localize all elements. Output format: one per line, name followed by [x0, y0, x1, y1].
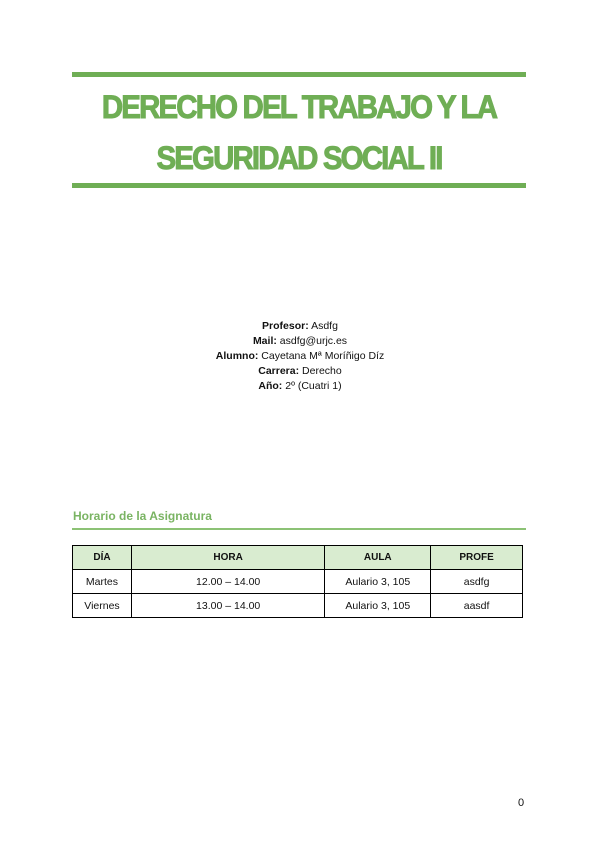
carrera-row [0, 364, 600, 379]
alumno-row [0, 349, 600, 364]
header-hora: HORA [131, 546, 324, 570]
page-number: 0 [518, 797, 525, 809]
cell-aula: Aulario 3, 105 [325, 570, 431, 594]
profesor-label: Profesor: [262, 320, 309, 332]
schedule-section-title: Horario de la Asignatura [73, 509, 212, 523]
mail-value: asdfg@urjc.es [279, 335, 348, 347]
cell-hora: 13.00 – 14.00 [131, 594, 324, 618]
carrera-value: Derecho [302, 365, 342, 377]
document-title [90, 82, 508, 184]
anio-label: Año: [258, 380, 283, 392]
schedule-table [72, 545, 523, 618]
mail-label: Mail: [252, 335, 277, 347]
anio-value: 2º (Cuatri 1) [285, 380, 342, 392]
cell-profe: aasdf [431, 594, 523, 618]
alumno-value: Cayetana Mª Moríñigo Díz [261, 350, 385, 362]
header-dia: DÍA [73, 546, 132, 570]
table-header-row [73, 546, 523, 570]
mail-row [0, 334, 600, 349]
cell-dia: Martes [73, 570, 132, 594]
schedule-section-rule [72, 528, 526, 530]
title-bottom-rule [72, 183, 526, 188]
cell-dia: Viernes [73, 594, 132, 618]
cell-profe: asdfg [431, 570, 523, 594]
header-profe: PROFE [431, 546, 523, 570]
profesor-value: Asdfg [311, 320, 338, 332]
cell-hora: 12.00 – 14.00 [131, 570, 324, 594]
cell-aula: Aulario 3, 105 [325, 594, 431, 618]
table-row [73, 570, 523, 594]
anio-row [0, 379, 600, 394]
table-row [73, 594, 523, 618]
alumno-label: Alumno: [215, 350, 259, 362]
profesor-row [0, 319, 600, 334]
course-info-block [0, 319, 600, 394]
title-line-2: SEGURIDAD SOCIAL II [156, 140, 442, 176]
carrera-label: Carrera: [258, 365, 300, 377]
header-aula: AULA [325, 546, 431, 570]
title-line-1: DERECHO DEL TRABAJO Y LA [101, 89, 497, 125]
title-top-rule [72, 72, 526, 77]
